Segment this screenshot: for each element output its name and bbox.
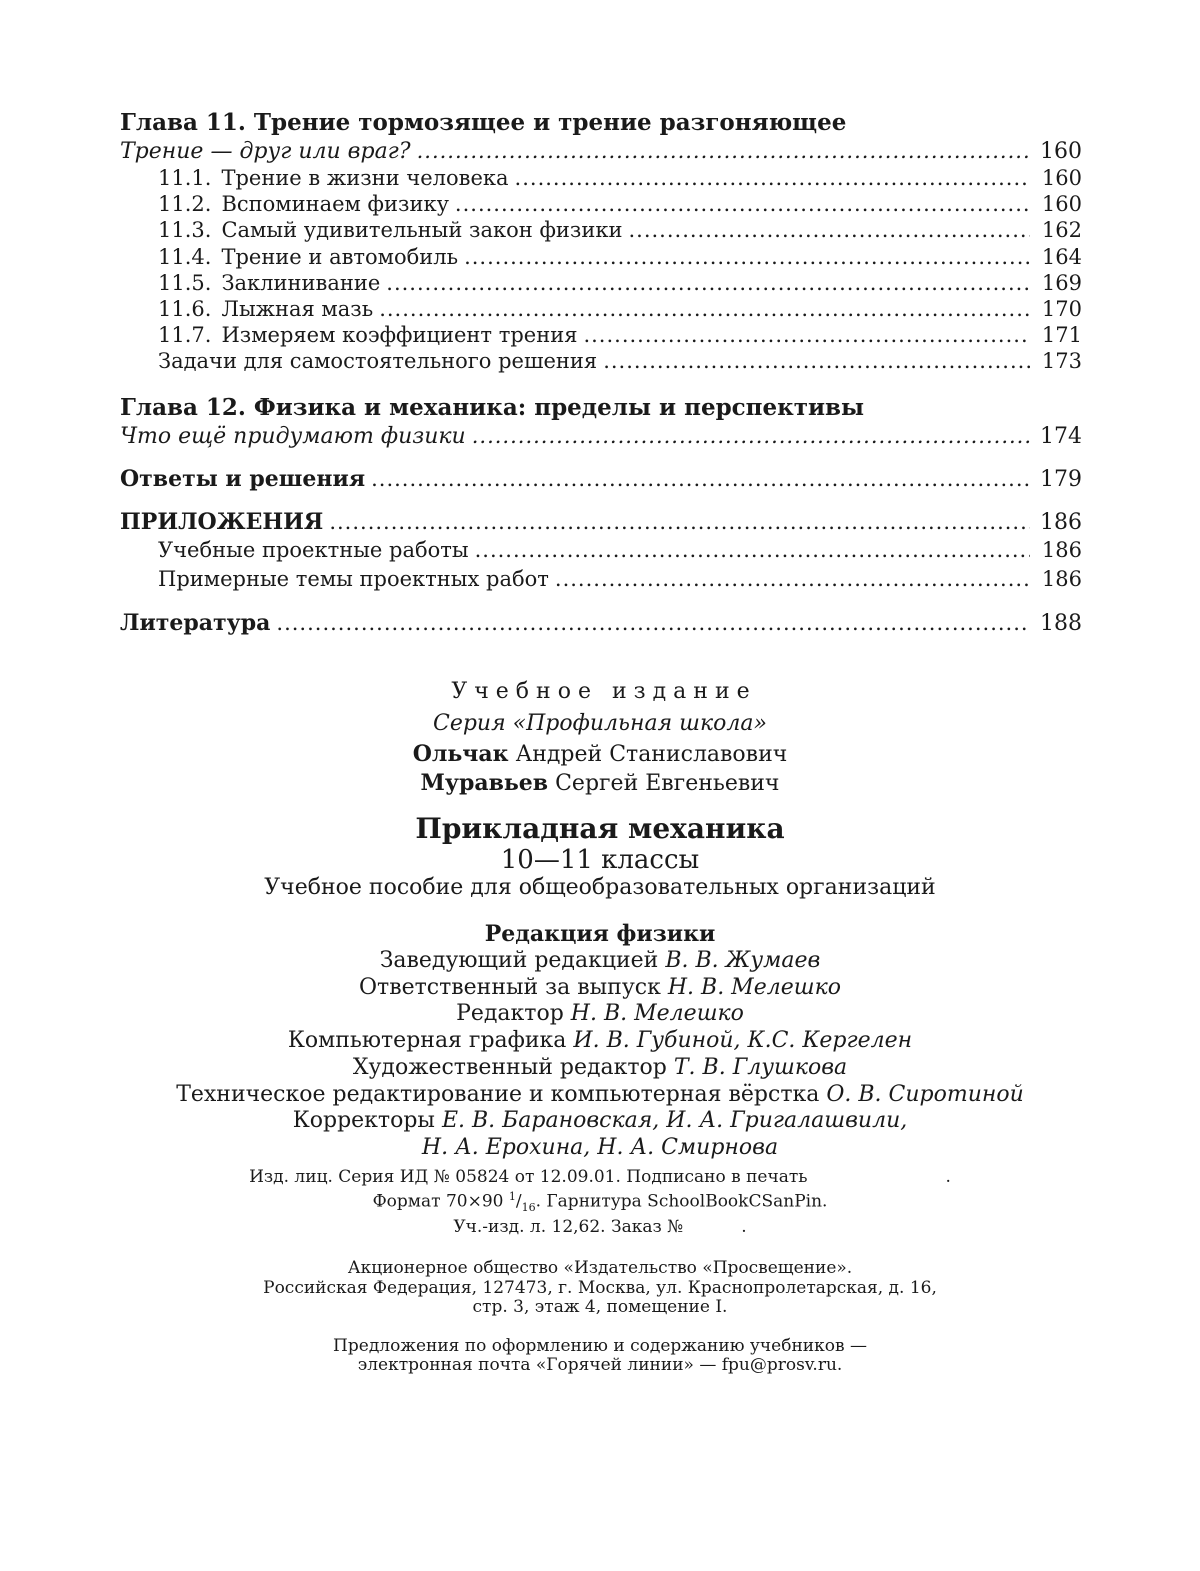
staff-person: Н. А. Ерохина, Н. А. Смирнова [421, 1134, 779, 1160]
staff-role: Редактор [456, 1001, 564, 1027]
toc-entry-appendix-item [120, 563, 1082, 595]
staff-person: И. В. Губиной, К.С. Кергелен [573, 1028, 913, 1054]
dot-leader [472, 423, 1030, 450]
staff-line [0, 1055, 1200, 1082]
toc-entry-chapter-12-intro [120, 423, 1082, 450]
dot-leader [555, 563, 1030, 595]
publisher-line: стр. 3, этаж 4, помещение I. [472, 1297, 728, 1318]
toc-entry-section [120, 244, 1082, 270]
order-tail: . [741, 1216, 747, 1237]
section-number: 11.2. [158, 192, 212, 217]
staff-line [0, 1135, 1200, 1162]
staff-line [0, 1108, 1200, 1135]
toc-page-number: 160 [1041, 192, 1082, 217]
toc-entry-answers [120, 464, 1082, 494]
toc-entry-label: Что ещё придумают физики [120, 423, 466, 449]
dot-leader [455, 191, 1030, 217]
dot-leader [515, 165, 1030, 191]
toc-entry-label: Самый удивительный закон физики [221, 218, 623, 243]
toc-entry-appendix-item [120, 537, 1082, 563]
format-denominator: 16 [521, 1201, 536, 1215]
dot-leader [475, 537, 1030, 563]
dot-leader [276, 608, 1030, 638]
toc-entry-label: Примерные темы проектных работ [158, 566, 549, 591]
chapter-12-title: Глава 12. Физика и механика: пределы и перспективы [120, 393, 865, 421]
author-surname: Ольчак [412, 741, 509, 767]
staff-person: Н. В. Мелешко [667, 974, 841, 1000]
dot-leader [583, 322, 1030, 348]
toc-page-number: 173 [1041, 349, 1082, 374]
grades: 10—11 классы [500, 845, 700, 875]
imprint [0, 676, 1200, 1376]
dot-leader [464, 244, 1030, 270]
toc-entry-label: Трение — друг или враг? [120, 139, 411, 164]
book-title: Прикладная механика [415, 812, 785, 845]
toc-entry-section [120, 217, 1082, 243]
toc-page-number: 160 [1040, 139, 1082, 164]
staff-person: В. В. Жумаев [665, 948, 821, 973]
contact-line: Предложения по оформлению и содержанию учебников — [333, 1335, 867, 1356]
license-tail: . [945, 1166, 951, 1187]
staff-role: Техническое редактирование и компьютерная вёрстка [176, 1081, 820, 1107]
toc-entry-label: ПРИЛОЖЕНИЯ [120, 508, 324, 535]
toc-entry-label: Измеряем коэффициент трения [221, 323, 578, 348]
toc-page-number: 188 [1040, 610, 1082, 636]
dot-leader [379, 296, 1030, 322]
toc-entry-label: Заклинивание [221, 270, 381, 295]
dot-leader [329, 507, 1030, 537]
staff-role: Компьютерная графика [287, 1028, 567, 1054]
format-numerator: 1 [508, 1190, 516, 1204]
contact-line: электронная почта «Горячей линии» — fpu@prosv.ru. [357, 1355, 843, 1376]
author [0, 740, 1200, 769]
order-text: Уч.-изд. л. 12,62. Заказ № [453, 1216, 684, 1237]
toc-entry-label: Ответы и решения [120, 465, 366, 492]
staff-person: О. В. Сиротиной [826, 1081, 1024, 1107]
staff-line [0, 1028, 1200, 1055]
toc-entry-section [120, 191, 1082, 217]
chapter-11-title: Глава 11. Трение тормозящее и трение разгоняющее [120, 109, 847, 136]
publisher-block [0, 1259, 1200, 1318]
staff-role: Ответственный за выпуск [359, 974, 661, 1000]
publisher-line: Российская Федерация, 127473, г. Москва, ул. Краснопролетарская, д. 16, [263, 1277, 937, 1298]
toc-entry-appendix [120, 507, 1082, 537]
toc-page-number: 160 [1041, 166, 1082, 190]
department: Редакция физики [484, 921, 716, 947]
toc-page-number: 171 [1041, 323, 1082, 348]
toc-entry-literature [120, 608, 1082, 638]
section-number: 11.6. [158, 296, 212, 321]
section-number: 11.3. [158, 218, 212, 243]
license-text: Изд. лиц. Серия ИД № 05824 от 12.09.01. Подписано в печать [249, 1166, 808, 1187]
toc-entry-tasks [120, 348, 1082, 374]
toc-page-number: 174 [1040, 423, 1082, 449]
toc-entry-section [120, 296, 1082, 322]
contact-block [0, 1337, 1200, 1376]
staff-line [0, 975, 1200, 1002]
toc-entry-section [120, 165, 1082, 191]
author-name: Андрей Станиславович [515, 742, 788, 767]
staff-role: Заведующий редакцией [379, 948, 659, 973]
toc-page-number: 186 [1040, 509, 1082, 535]
section-number: 11.7. [158, 323, 212, 348]
series-name: Серия «Профильная школа» [433, 711, 767, 736]
order-line [0, 1218, 1200, 1238]
section-number: 11.1. [158, 166, 212, 190]
section-number: 11.5. [158, 270, 212, 295]
toc-page-number: 170 [1041, 296, 1082, 321]
dot-leader [417, 138, 1030, 165]
dot-leader [628, 217, 1030, 243]
publisher-line: Акционерное общество «Издательство «Просвещение». [347, 1258, 853, 1279]
book-purpose: Учебное пособие для общеобразовательных организаций [264, 875, 936, 900]
publication-kind: Учебное издание [451, 679, 757, 704]
toc-entry-label: Учебные проектные работы [158, 537, 469, 562]
format-prefix: Формат 70×90 [372, 1191, 509, 1212]
table-of-contents [120, 108, 1082, 638]
staff-role: Корректоры [292, 1108, 435, 1134]
staff-line [0, 1082, 1200, 1109]
toc-page-number: 162 [1041, 218, 1082, 243]
dot-leader [603, 348, 1030, 374]
toc-page-number: 169 [1041, 270, 1082, 295]
toc-entry-section [120, 322, 1082, 348]
toc-entry-label: Задачи для самостоятельного решения [158, 349, 598, 374]
format-suffix: . Гарнитура SchoolBookCSanPin. [535, 1191, 828, 1212]
section-number: 11.4. [158, 244, 212, 269]
author [0, 769, 1200, 798]
staff-line [0, 948, 1200, 975]
toc-page-number: 164 [1041, 244, 1082, 269]
toc-page-number: 179 [1040, 466, 1082, 492]
author-surname: Муравьев [420, 770, 549, 796]
author-name: Сергей Евгеньевич [555, 771, 780, 796]
toc-page-number: 186 [1041, 566, 1082, 591]
license-line [0, 1168, 1200, 1188]
toc-entry-label: Лыжная мазь [221, 296, 374, 321]
staff-person: Т. В. Глушкова [673, 1054, 848, 1080]
staff-person: Е. В. Барановская, И. А. Григалашвили, [441, 1108, 908, 1134]
staff-person: Н. В. Мелешко [570, 1001, 744, 1027]
toc-entry-label: Трение и автомобиль [221, 244, 459, 269]
staff-role: Художественный редактор [352, 1054, 667, 1080]
toc-entry-chapter-11-intro [120, 138, 1082, 165]
toc-page-number: 186 [1041, 537, 1082, 562]
dot-leader [371, 464, 1030, 494]
toc-entry-label: Трение в жизни человека [221, 166, 509, 190]
toc-entry-label: Литература [120, 609, 271, 636]
dot-leader [386, 270, 1030, 296]
toc-entry-label: Вспоминаем физику [221, 192, 449, 217]
staff-line [0, 1001, 1200, 1028]
format-line: Формат 70×90 $^1/_{16}$. Гарнитура SchoolBookCSanPin. [372, 1190, 828, 1215]
toc-entry-section [120, 270, 1082, 296]
